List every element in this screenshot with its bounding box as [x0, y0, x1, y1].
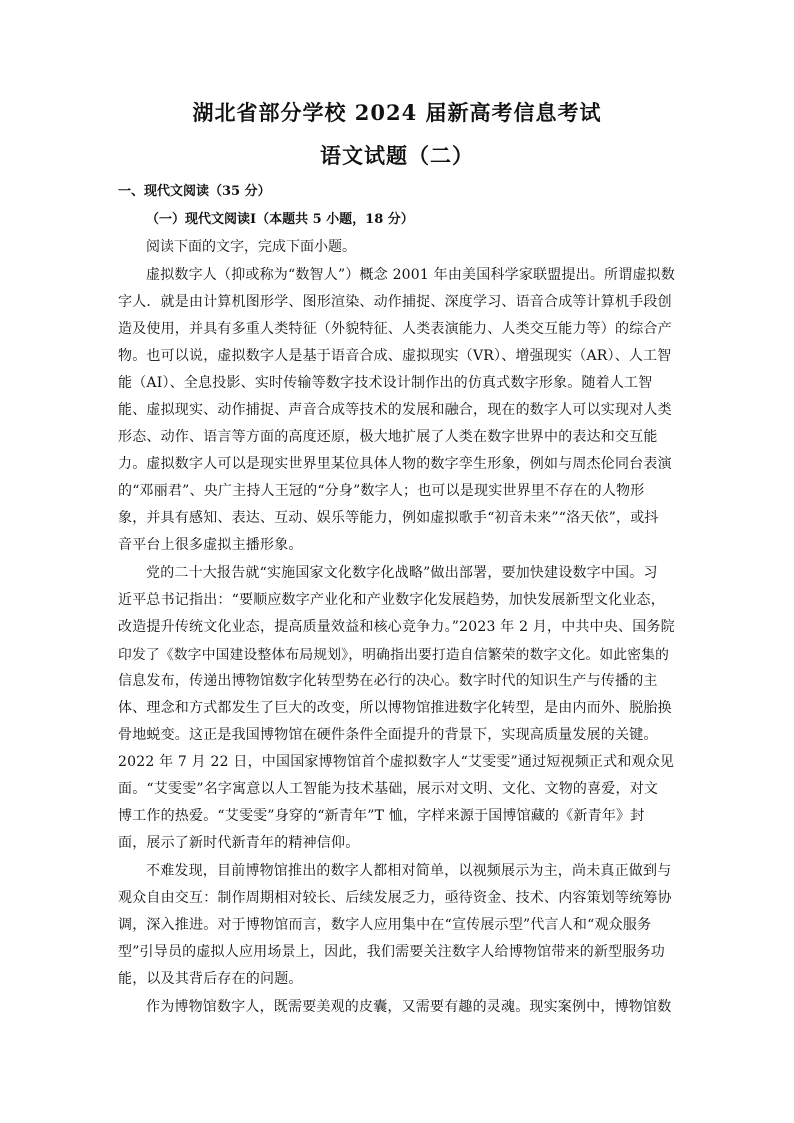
paragraph-line: 印发了《数字中国建设整体布局规划》，明确指出要打造自信繁荣的数字文化。如此密集的: [118, 647, 670, 663]
paragraph-line: 形态、动作、语言等方面的高度还原，极大地扩展了人类在数字世界中的表达和交互能: [118, 429, 658, 445]
paragraph-line: 力。虚拟数字人可以是现实世界里某位具体人物的数字孪生形象，例如与周杰伦同台表演: [118, 456, 672, 472]
instruction-text: 阅读下面的文字，完成下面小题。: [146, 239, 356, 255]
paragraph-line: 2022 年 7 月 22 日，中国国家博物馆首个虚拟数字人“艾雯雯”通过短视频正式和观众见: [118, 754, 675, 770]
paragraph-line: 能，以及其背后存在的问题。: [118, 971, 303, 987]
paragraph-line: 近平总书记指出：“要顺应数字产业化和产业数字化发展趋势，加快发展新型文化业态，: [118, 592, 665, 608]
section-heading: 一、现代文阅读（35 分）: [118, 184, 271, 199]
paragraph-line: 骨地蜕变。这正是我国博物馆在硬件条件全面提升的背景下，实现高质量发展的关键。: [118, 727, 658, 743]
paragraph-line: 信息发布，传递出博物馆数字化转型势在必行的决心。数字时代的知识生产与传播的主: [118, 673, 658, 689]
paragraph-line: 体、理念和方式都发生了巨大的改变，所以博物馆推进数字化转型，是由内而外、脱胎换: [118, 700, 672, 716]
paragraph-line: 音平台上很多虚拟主播形象。: [118, 537, 303, 553]
paragraph-line: 型”引导员的虚拟人应用场景上，因此，我们需要关注数字人给博物馆带来的新型服务功: [118, 944, 665, 960]
paragraph-line: 虚拟数字人（抑或称为“数智人”）概念 2001 年由美国科学家联盟提出。所谓虚拟数: [146, 267, 676, 283]
paragraph-line: 作为博物馆数字人，既需要美观的皮囊，又需要有趣的灵魂。现实案例中，博物馆数: [146, 999, 672, 1015]
paragraph-line: 能、虚拟现实、动作捕捉、声音合成等技术的发展和融合，现在的数字人可以实现对人类: [118, 402, 672, 418]
paragraph-line: 象，并具有感知、表达、互动、娱乐等能力，例如虚拟歌手“初音未来”“洛天依”，或抖: [118, 510, 659, 526]
paragraph-line: 不难发现，目前博物馆推出的数字人都相对简单，以视频展示为主，尚未真正做到与: [146, 863, 672, 879]
paragraph-line: 能（AI）、全息投影、实时传输等数字技术设计制作出的仿真式数字形象。随着人工智: [118, 375, 653, 391]
paragraph-line: 物。也可以说，虚拟数字人是基于语音合成、虚拟现实（VR）、增强现实（AR）、人工智: [118, 348, 672, 364]
paragraph-line: 面，展示了新时代新青年的精神信仰。: [118, 835, 360, 851]
paragraph-line: 的“邓丽君”、央广主持人王冠的“分身”数字人；也可以是现实世界里不存在的人物形: [118, 483, 645, 499]
paragraph-line: 调，深入推进。对于博物馆而言，数字人应用集中在“宣传展示型”代言人和“观众服务: [118, 917, 652, 933]
paragraph-line: 造及使用，并具有多重人类特征（外貌特征、人类表演能力、人类交互能力等）的综合产: [118, 321, 672, 337]
subsection-heading: （一）现代文阅读Ⅰ（本题共 5 小题，18 分）: [146, 212, 414, 227]
paragraph-line: 党的二十大报告就“实施国家文化数字化战略”做出部署，要加快建设数字中国。习: [146, 565, 658, 581]
paragraph-line: 字人．就是由计算机图形学、图形渲染、动作捕捉、深度学习、语音合成等计算机手段创: [118, 294, 672, 310]
exam-subtitle: 语文试题（二）: [320, 143, 474, 168]
paragraph-line: 面。“艾雯雯”名字寓意以人工智能为技术基础，展示对文明、文化、文物的喜爱，对文: [118, 781, 659, 797]
exam-title: 湖北省部分学校 2024 届新高考信息考试: [192, 100, 602, 125]
paragraph-line: 博工作的热爱。“艾雯雯”身穿的“新青年”T 恤，字样来源于国博馆藏的《新青年》封: [118, 808, 645, 824]
paragraph-line: 改造提升传统文化业态，提高质量效益和核心竞争力。”2023 年 2 月，中共中央、国务院: [118, 619, 675, 635]
paragraph-line: 观众自由交互：制作周期相对较长、后续发展乏力，亟待资金、技术、内容策划等统筹协: [118, 890, 672, 906]
